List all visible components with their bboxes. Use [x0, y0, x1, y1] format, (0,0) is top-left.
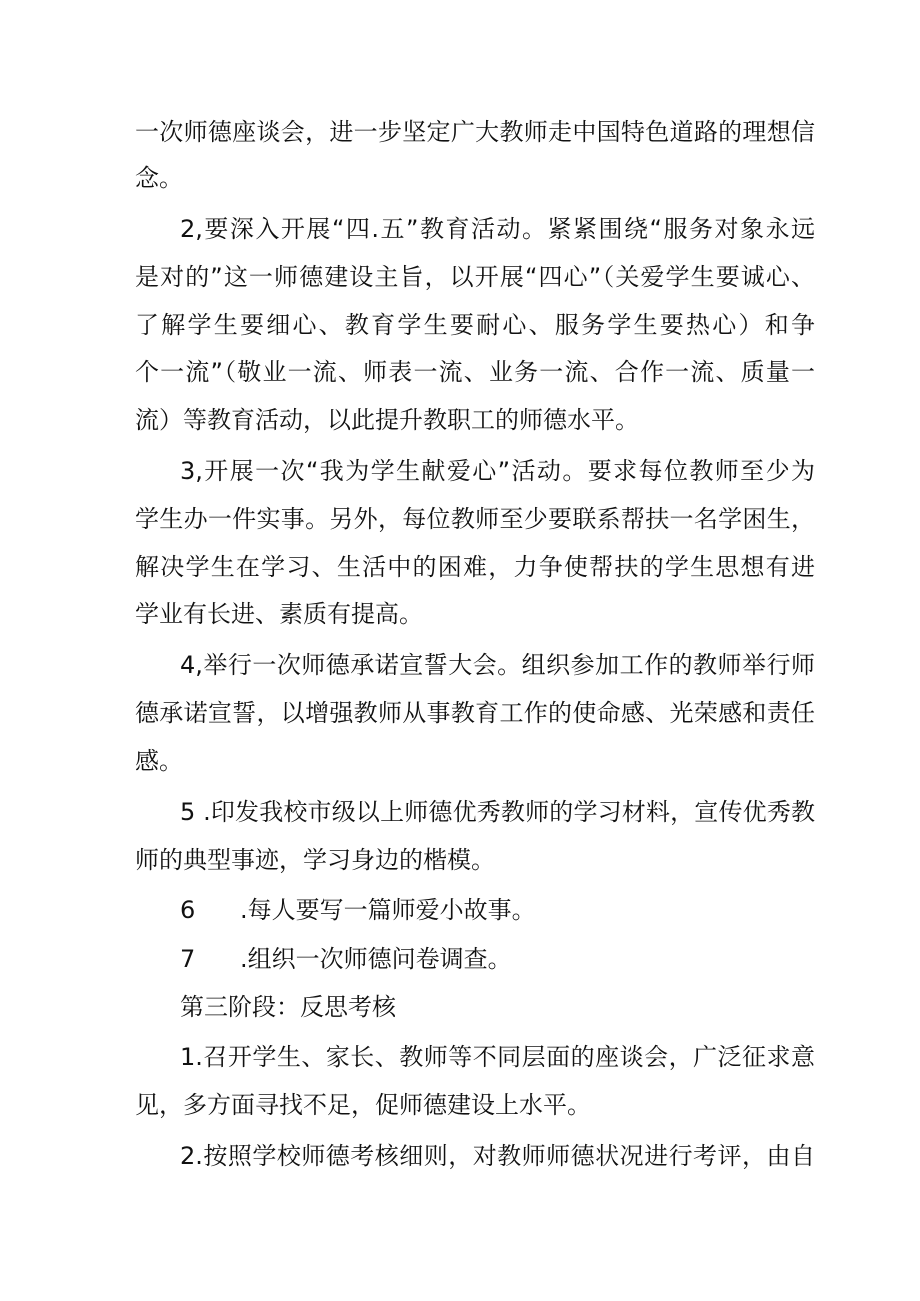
- paragraph-line: 念。: [135, 164, 183, 192]
- paragraph-line: 5 .印发我校市级以上师德优秀教师的学习材料，宣传优秀教: [180, 798, 815, 826]
- paragraph-line: 4,举行一次师德承诺宣誓大会。组织参加工作的教师举行师: [180, 651, 815, 679]
- paragraph-line: 3,开展一次“我为学生献爱心”活动。要求每位教师至少为: [180, 457, 815, 485]
- section-heading: 第三阶段：反思考核: [180, 993, 396, 1021]
- paragraph-line: 解决学生在学习、生活中的困难，力争使帮扶的学生思想有进: [135, 553, 815, 581]
- paragraph-line: 一次师德座谈会，进一步坚定广大教师走中国特色道路的理想信: [135, 118, 815, 146]
- paragraph-line: .每人要写一篇师爱小故事。: [240, 896, 536, 924]
- paragraph-line: 2.按照学校师德考核细则，对教师师德状况进行考评，由自: [180, 1142, 815, 1170]
- paragraph-line: .组织一次师德问卷调查。: [240, 945, 512, 973]
- paragraph-line: 见，多方面寻找不足，促师德建设上水平。: [135, 1091, 591, 1119]
- list-number: 6: [180, 896, 196, 924]
- paragraph-line: 了解学生要细心、教育学生要耐心、服务学生要热心）和争: [135, 311, 815, 339]
- paragraph-line: 个一流”（敬业一流、师表一流、业务一流、合作一流、质量一: [135, 358, 815, 386]
- paragraph-line: 学生办一件实事。另外，每位教师至少要联系帮扶一名学困生，: [135, 505, 815, 533]
- paragraph-line: 师的典型事迹，学习身边的楷模。: [135, 846, 495, 874]
- paragraph-line: 学业有长进、素质有提高。: [135, 600, 423, 628]
- list-number: 7: [180, 945, 196, 973]
- paragraph-line: 流）等教育活动，以此提升教职工的师德水平。: [135, 406, 639, 434]
- paragraph-line: 德承诺宣誓，以增强教师从事教育工作的使命感、光荣感和责任: [135, 699, 815, 727]
- paragraph-line: 是对的”这一师德建设主旨，以开展“四心”（关爱学生要诚心、: [135, 263, 815, 291]
- paragraph-line: 1.召开学生、家长、教师等不同层面的座谈会，广泛征求意: [180, 1043, 815, 1071]
- paragraph-line: 2,要深入开展“四.五”教育活动。紧紧围绕“服务对象永远: [180, 215, 815, 243]
- paragraph-line: 感。: [135, 747, 183, 775]
